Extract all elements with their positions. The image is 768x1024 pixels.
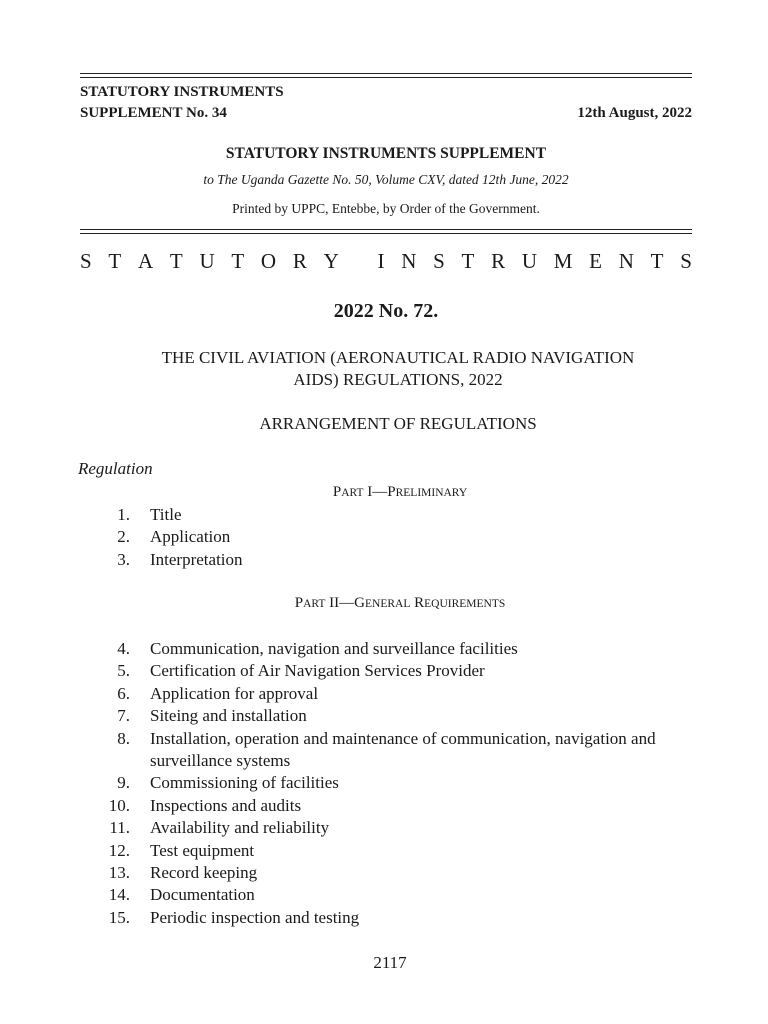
heading-fragment: I—P xyxy=(363,484,396,500)
banner-letter: T xyxy=(231,249,245,273)
regulation-number: 11. xyxy=(109,818,130,838)
heading-fragment: ART xyxy=(341,487,364,499)
regulation-title-text: Installation, operation and maintenance of communication, navigation and surveillance systems xyxy=(150,728,656,771)
regulation-title xyxy=(80,347,704,391)
part-2-list xyxy=(80,638,692,929)
banner-letter: S xyxy=(680,249,692,273)
mid-rule-2 xyxy=(80,233,692,234)
regulation-title-line-1: THE CIVIL AVIATION (AERONAUTICAL RADIO NAVIGATION xyxy=(161,348,635,367)
banner-letter: S xyxy=(433,249,445,273)
statutory-instruments-banner xyxy=(80,249,692,274)
banner-letter: O xyxy=(260,249,277,273)
regulation-title-text: Periodic inspection and testing xyxy=(150,907,360,927)
banner-letter: S xyxy=(80,249,92,273)
banner-letter: N xyxy=(618,249,634,273)
regulation-title-text: Commissioning of facilities xyxy=(150,773,339,793)
heading-fragment: R xyxy=(410,595,425,611)
supplement-title: STATUTORY INSTRUMENTS SUPPLEMENT xyxy=(225,145,547,162)
part-1-heading xyxy=(80,483,706,501)
regulation-title-text: Availability and reliability xyxy=(150,818,330,838)
banner-letter: N xyxy=(401,249,417,273)
list-item xyxy=(80,683,692,705)
list-item xyxy=(80,817,692,839)
top-rule-2 xyxy=(80,77,692,78)
regulation-number: 10. xyxy=(108,795,130,815)
regulation-number: 13. xyxy=(108,863,130,883)
gazette-reference: to The Uganda Gazette No. 50, Volume CXV, dated 12th June, 2022 xyxy=(203,172,569,187)
regulation-number: 3. xyxy=(117,549,130,569)
part-1-list xyxy=(80,504,692,571)
banner-letter xyxy=(355,249,360,274)
banner-letter: R xyxy=(491,249,506,273)
top-rule-1 xyxy=(80,73,692,74)
regulation-number: 9. xyxy=(117,773,130,793)
list-item xyxy=(80,795,692,817)
instrument-number: 2022 No. 72. xyxy=(333,300,439,322)
heading-fragment: II—G xyxy=(325,595,365,611)
header-date: 12th August, 2022 xyxy=(577,105,692,121)
regulation-number: 12. xyxy=(108,840,130,860)
heading-fragment: P xyxy=(332,484,342,500)
banner-letter: U xyxy=(199,249,215,273)
regulation-title-text: Record keeping xyxy=(150,863,258,883)
regulation-title-text: Application xyxy=(150,527,231,547)
regulation-number: 5. xyxy=(117,661,130,681)
regulation-number: 4. xyxy=(117,639,130,658)
banner-letter: A xyxy=(137,249,154,273)
heading-fragment: ENERAL xyxy=(364,598,411,610)
regulation-title-text: Title xyxy=(150,505,182,524)
regulation-number: 2. xyxy=(117,527,130,547)
banner-letter: R xyxy=(292,249,307,273)
list-item xyxy=(80,705,692,727)
regulation-number: 8. xyxy=(117,728,130,748)
heading-fragment: EQUIREMENTS xyxy=(424,598,506,610)
list-item xyxy=(80,907,692,929)
banner-letter: I xyxy=(377,249,385,273)
regulation-number: 1. xyxy=(117,505,130,524)
list-item xyxy=(80,638,692,660)
header-line-2: SUPPLEMENT No. 34 xyxy=(80,105,227,121)
banner-letter: T xyxy=(650,249,664,273)
list-item xyxy=(80,862,692,884)
regulation-number: 15. xyxy=(108,907,130,927)
list-item xyxy=(80,772,692,794)
list-item xyxy=(80,504,692,526)
list-item xyxy=(80,526,692,548)
banner-letter: T xyxy=(169,249,183,273)
page-number: 2117 xyxy=(373,953,407,972)
regulation-title-text: Interpretation xyxy=(150,549,243,569)
regulation-title-text: Communication, navigation and surveillance facilities xyxy=(150,639,518,658)
list-item xyxy=(80,549,692,571)
banner-letter: E xyxy=(589,249,602,273)
header-line-1: STATUTORY INSTRUMENTS xyxy=(80,84,284,100)
mid-rule-1 xyxy=(80,229,692,230)
regulation-title-line-2: AIDS) REGULATIONS, 2022 xyxy=(293,370,503,389)
banner-letter: T xyxy=(108,249,122,273)
heading-fragment: P xyxy=(294,595,304,611)
banner-letter: Y xyxy=(323,249,339,273)
banner-letter: U xyxy=(521,249,538,273)
regulation-title-text: Certification of Air Navigation Services Provider xyxy=(150,661,485,681)
regulation-title-text: Application for approval xyxy=(150,683,319,703)
arrangement-heading: ARRANGEMENT OF REGULATIONS xyxy=(259,414,537,433)
regulation-column-label: Regulation xyxy=(78,459,153,478)
regulation-title-text: Test equipment xyxy=(150,840,255,860)
part-2-heading xyxy=(80,594,706,612)
regulation-number: 14. xyxy=(108,885,130,905)
regulation-number: 6. xyxy=(117,683,130,703)
regulation-title-text: Inspections and audits xyxy=(150,795,302,815)
heading-fragment: ART xyxy=(303,598,326,610)
heading-fragment: RELIMINARY xyxy=(395,487,468,499)
banner-letter: T xyxy=(461,249,475,273)
banner-letter: M xyxy=(553,249,573,273)
list-item xyxy=(80,840,692,862)
list-item xyxy=(80,660,692,682)
regulation-number: 7. xyxy=(117,706,130,726)
regulation-title-text: Siteing and installation xyxy=(150,706,307,726)
printed-by-line: Printed by UPPC, Entebbe, by Order of the Government. xyxy=(232,201,540,216)
list-item xyxy=(80,728,692,773)
regulation-title-text: Documentation xyxy=(150,885,255,905)
list-item xyxy=(80,884,692,906)
